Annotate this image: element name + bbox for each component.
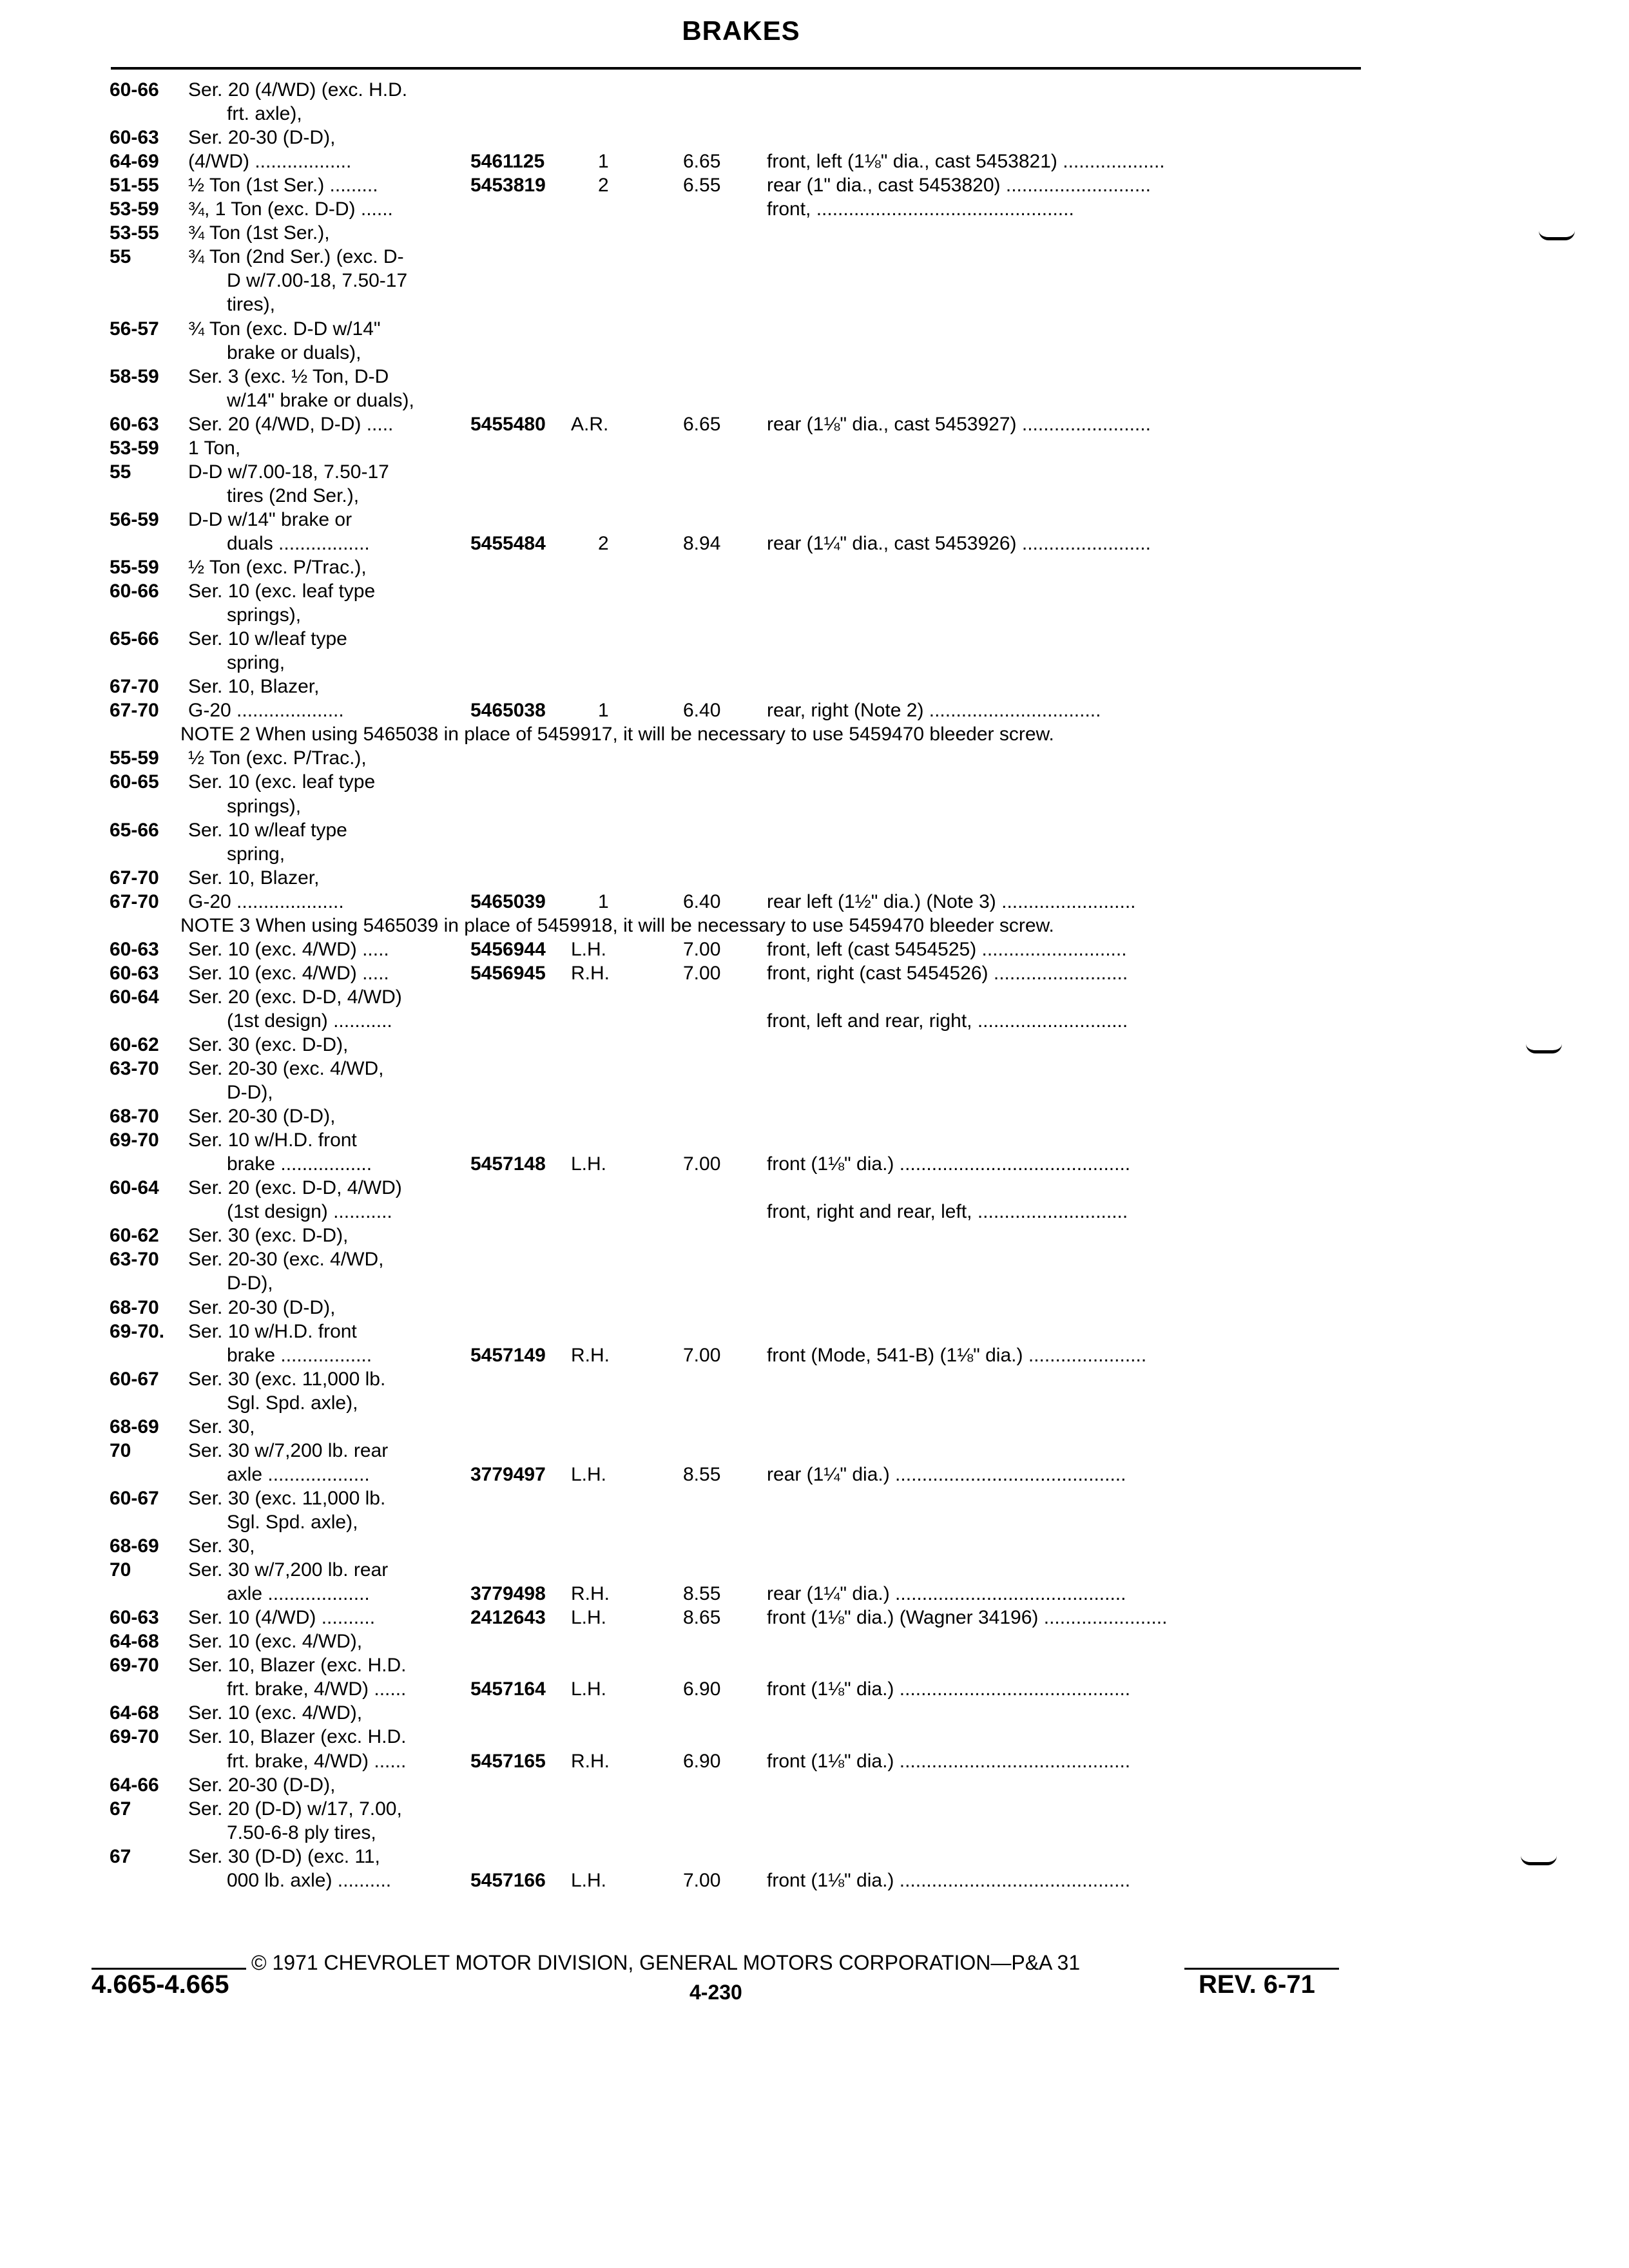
listing-row	[0, 318, 1629, 341]
part-number: 3779498	[470, 1583, 546, 1604]
application-text: ¾ Ton (2nd Ser.) (exc. D-	[188, 246, 404, 267]
model-years: 67-70	[110, 891, 159, 912]
model-years: 67	[110, 1846, 131, 1867]
listing-row	[0, 1057, 1629, 1081]
listing-row	[0, 867, 1629, 890]
model-years: 67-70	[110, 676, 159, 697]
description: rear, right (Note 2) ................................	[767, 700, 1101, 721]
note-text: NOTE 3 When using 5465039 in place of 5459918, it will be necessary to use 5459470 bleeder screw.	[180, 915, 1054, 936]
model-years: 56-59	[110, 509, 159, 530]
note-line	[0, 914, 1629, 937]
application-text: axle ...................	[227, 1464, 370, 1485]
application-text: Ser. 10 (exc. 4/WD) .....	[188, 939, 389, 960]
application-text: Ser. 10 (exc. 4/WD) .....	[188, 963, 389, 984]
application-text: D-D w/14" brake or	[188, 509, 352, 530]
listing-row	[0, 245, 1629, 269]
listing-row	[0, 437, 1629, 460]
application-text: spring,	[227, 843, 285, 865]
side-code: L.H.	[571, 939, 607, 960]
application-text: Ser. 20 (4/WD, D-D) .....	[188, 414, 394, 435]
description: front, left (cast 5454525) ...........................	[767, 939, 1127, 960]
model-years: 55-59	[110, 747, 159, 769]
model-years: 55	[110, 246, 131, 267]
price: 8.55	[683, 1464, 721, 1485]
model-years: 60-66	[110, 79, 159, 101]
description: front (1⅛" dia.) ...........................................	[767, 1870, 1131, 1891]
part-number: 5457166	[470, 1870, 546, 1891]
application-text: Ser. 30 (exc. D-D),	[188, 1034, 349, 1055]
listing-row	[0, 79, 1629, 102]
price: 6.65	[683, 151, 721, 172]
footer-rule-left	[92, 1968, 246, 1970]
description: rear (1¼" dia.) ...........................................	[767, 1464, 1126, 1485]
description: rear (1" dia., cast 5453820) ...........................	[767, 175, 1151, 196]
note-line	[0, 723, 1629, 746]
application-text: brake .................	[227, 1345, 372, 1366]
price: 7.00	[683, 1153, 721, 1175]
application-text: Ser. 20-30 (exc. 4/WD,	[188, 1249, 384, 1270]
listing-row	[0, 986, 1629, 1009]
application-text: G-20 ....................	[188, 700, 344, 721]
application-text: axle ...................	[227, 1583, 370, 1604]
listing-row	[0, 1439, 1629, 1463]
application-text: Ser. 20-30 (exc. 4/WD,	[188, 1058, 384, 1079]
application-text: ¾ Ton (exc. D-D w/14"	[188, 318, 381, 340]
listing-row	[0, 532, 1629, 555]
listing-row	[0, 413, 1629, 436]
description: front, left (1⅛" dia., cast 5453821) ...................	[767, 151, 1165, 172]
side-code: L.H.	[571, 1678, 607, 1700]
model-years: 55	[110, 461, 131, 483]
model-years: 65-66	[110, 628, 159, 649]
listing-row	[0, 699, 1629, 722]
application-text: brake .................	[227, 1153, 372, 1175]
price: 7.00	[683, 1870, 721, 1891]
application-text: Ser. 20-30 (D-D),	[188, 1297, 336, 1318]
part-number: 5465038	[470, 700, 546, 721]
listing-row	[0, 1296, 1629, 1320]
model-years: 69-70	[110, 1655, 159, 1676]
footer-rule-right	[1184, 1968, 1339, 1970]
application-text: Ser. 10 (exc. 4/WD),	[188, 1702, 363, 1724]
listing-row	[0, 580, 1629, 603]
quantity: 1	[598, 151, 609, 172]
listing-row	[0, 819, 1629, 842]
margin-mark	[1526, 1044, 1562, 1053]
price: 6.55	[683, 175, 721, 196]
model-years: 70	[110, 1440, 131, 1461]
model-years: 60-64	[110, 986, 159, 1008]
model-years: 69-70	[110, 1726, 159, 1747]
listing-row	[0, 1845, 1629, 1869]
description: rear left (1½" dia.) (Note 3) .........................	[767, 891, 1136, 912]
listing-row	[0, 1606, 1629, 1629]
application-text: w/14" brake or duals),	[227, 390, 414, 411]
margin-mark	[1539, 231, 1575, 240]
application-text: Ser. 30 (D-D) (exc. 11,	[188, 1846, 380, 1867]
listing-row	[0, 293, 1629, 316]
listing-row	[0, 1033, 1629, 1057]
application-text: Ser. 20 (4/WD) (exc. H.D.	[188, 79, 408, 101]
model-years: 70	[110, 1559, 131, 1581]
model-years: 64-68	[110, 1631, 159, 1652]
application-text: Ser. 20 (exc. D-D, 4/WD)	[188, 1177, 402, 1198]
model-years: 64-66	[110, 1774, 159, 1796]
margin-mark	[1521, 1856, 1557, 1865]
description: front, right (cast 5454526) .........................	[767, 963, 1128, 984]
model-years: 67-70	[110, 867, 159, 889]
side-code: A.R.	[571, 414, 609, 435]
listing-row	[0, 1487, 1629, 1510]
application-text: Ser. 10 w/leaf type	[188, 820, 347, 841]
description: front, left and rear, right, ............................	[767, 1010, 1128, 1032]
application-text: ½ Ton (exc. P/Trac.),	[188, 747, 367, 769]
application-text: brake or duals),	[227, 342, 361, 363]
listing-row	[0, 1153, 1629, 1176]
listing-row	[0, 1654, 1629, 1677]
application-text: ½ Ton (exc. P/Trac.),	[188, 557, 367, 578]
application-text: (1st design) ...........	[227, 1201, 392, 1222]
model-years: 58-59	[110, 366, 159, 387]
model-years: 60-67	[110, 1488, 159, 1509]
part-number: 5465039	[470, 891, 546, 912]
model-years: 64-69	[110, 151, 159, 172]
side-code: L.H.	[571, 1870, 607, 1891]
listing-row	[0, 1129, 1629, 1152]
listing-row	[0, 1630, 1629, 1653]
price: 6.90	[683, 1678, 721, 1700]
application-text: tires (2nd Ser.),	[227, 485, 360, 506]
part-number: 2412643	[470, 1607, 546, 1628]
quantity: 1	[598, 700, 609, 721]
listing-row	[0, 1344, 1629, 1367]
listing-row	[0, 198, 1629, 221]
model-years: 67-70	[110, 700, 159, 721]
part-number: 5457148	[470, 1153, 546, 1175]
description: front (1⅛" dia.) ...........................................	[767, 1751, 1131, 1772]
part-number: 5455484	[470, 533, 546, 554]
part-number: 5457165	[470, 1751, 546, 1772]
listing-row	[0, 150, 1629, 173]
price: 7.00	[683, 963, 721, 984]
model-years: 60-63	[110, 963, 159, 984]
part-number: 5457164	[470, 1678, 546, 1700]
model-years: 56-57	[110, 318, 159, 340]
application-text: Ser. 20-30 (D-D),	[188, 1774, 336, 1796]
side-code: R.H.	[571, 1345, 610, 1366]
listing-row	[0, 675, 1629, 698]
listing-row	[0, 1200, 1629, 1224]
side-code: L.H.	[571, 1153, 607, 1175]
description: rear (1⅛" dia., cast 5453927) ........................	[767, 414, 1151, 435]
listing-row	[0, 222, 1629, 245]
application-text: D-D),	[227, 1082, 273, 1103]
listing-row	[0, 102, 1629, 126]
application-text: 000 lb. axle) ..........	[227, 1870, 392, 1891]
model-years: 65-66	[110, 820, 159, 841]
model-years: 68-69	[110, 1535, 159, 1557]
listing-row	[0, 1105, 1629, 1128]
listing-row	[0, 795, 1629, 818]
application-text: 1 Ton,	[188, 437, 241, 459]
listing-row	[0, 1010, 1629, 1033]
listing-row	[0, 604, 1629, 627]
model-years: 69-70	[110, 1129, 159, 1151]
application-text: Ser. 10, Blazer (exc. H.D.	[188, 1655, 407, 1676]
application-text: Sgl. Spd. axle),	[227, 1512, 358, 1533]
model-years: 53-55	[110, 222, 159, 244]
model-years: 60-63	[110, 1607, 159, 1628]
listing-row	[0, 1272, 1629, 1295]
listing-row	[0, 938, 1629, 961]
price: 8.55	[683, 1583, 721, 1604]
application-text: D-D w/7.00-18, 7.50-17	[188, 461, 389, 483]
listing-row	[0, 1678, 1629, 1701]
listing-row	[0, 771, 1629, 794]
listing-row	[0, 1177, 1629, 1200]
model-years: 60-66	[110, 581, 159, 602]
application-text: springs),	[227, 796, 302, 817]
listing-row	[0, 1535, 1629, 1558]
listing-row	[0, 1511, 1629, 1534]
model-years: 68-70	[110, 1297, 159, 1318]
application-text: ¾ Ton (1st Ser.),	[188, 222, 330, 244]
listing-row	[0, 1463, 1629, 1486]
model-years: 60-64	[110, 1177, 159, 1198]
part-number: 5461125	[470, 151, 545, 172]
listing-row	[0, 1248, 1629, 1271]
description: front (1⅛" dia.) ...........................................	[767, 1678, 1131, 1700]
side-code: R.H.	[571, 963, 610, 984]
description: rear (1¼" dia.) ...........................................	[767, 1583, 1126, 1604]
application-text: Ser. 10 w/H.D. front	[188, 1321, 357, 1342]
listing-row	[0, 1416, 1629, 1439]
application-text: Ser. 20-30 (D-D),	[188, 127, 336, 148]
listing-row	[0, 126, 1629, 149]
application-text: Ser. 10, Blazer (exc. H.D.	[188, 1726, 407, 1747]
listing-row	[0, 174, 1629, 197]
application-text: Ser. 30 (exc. 11,000 lb.	[188, 1488, 386, 1509]
listing-row	[0, 1725, 1629, 1749]
description: front (Mode, 541-B) (1⅛" dia.) ......................	[767, 1345, 1147, 1366]
listing-row	[0, 1750, 1629, 1773]
price: 8.65	[683, 1607, 721, 1628]
application-text: frt. brake, 4/WD) ......	[227, 1751, 407, 1772]
application-text: Ser. 20 (exc. D-D, 4/WD)	[188, 986, 402, 1008]
application-text: Ser. 30 w/7,200 lb. rear	[188, 1440, 389, 1461]
price: 7.00	[683, 1345, 721, 1366]
listing-row	[0, 461, 1629, 484]
model-years: 69-70.	[110, 1321, 165, 1342]
page-number: 4-230	[689, 1981, 742, 2004]
listing-row	[0, 890, 1629, 914]
listing-row	[0, 269, 1629, 293]
listing-row	[0, 1224, 1629, 1247]
application-text: Ser. 10 (4/WD) ..........	[188, 1607, 376, 1628]
application-text: Ser. 20-30 (D-D),	[188, 1106, 336, 1127]
application-text: (4/WD) ..................	[188, 151, 352, 172]
price: 6.40	[683, 891, 721, 912]
price: 6.40	[683, 700, 721, 721]
model-years: 60-62	[110, 1225, 159, 1246]
application-text: duals .................	[227, 533, 370, 554]
model-years: 55-59	[110, 557, 159, 578]
listing-row	[0, 365, 1629, 389]
part-number: 5457149	[470, 1345, 546, 1366]
part-number: 5455480	[470, 414, 546, 435]
model-years: 60-63	[110, 127, 159, 148]
listing-row	[0, 1869, 1629, 1892]
listing-row	[0, 1798, 1629, 1821]
part-number: 5456944	[470, 939, 546, 960]
page-title: BRAKES	[682, 15, 800, 46]
application-text: Ser. 10, Blazer,	[188, 676, 320, 697]
application-text: (1st design) ...........	[227, 1010, 392, 1032]
application-text: D w/7.00-18, 7.50-17	[227, 270, 408, 291]
listing-row	[0, 1774, 1629, 1797]
description: rear (1¼" dia., cast 5453926) ........................	[767, 533, 1151, 554]
quantity: 2	[598, 175, 609, 196]
model-years: 53-59	[110, 437, 159, 459]
application-text: Ser. 10 w/leaf type	[188, 628, 347, 649]
listing-row	[0, 628, 1629, 651]
application-text: Ser. 30,	[188, 1416, 255, 1437]
model-years: 67	[110, 1798, 131, 1820]
price: 6.65	[683, 414, 721, 435]
application-text: tires),	[227, 294, 275, 315]
listing-row	[0, 747, 1629, 770]
model-years: 63-70	[110, 1058, 159, 1079]
application-text: Sgl. Spd. axle),	[227, 1392, 358, 1414]
model-years: 51-55	[110, 175, 159, 196]
description: front, ................................................	[767, 198, 1074, 220]
model-years: 68-69	[110, 1416, 159, 1437]
model-years: 60-63	[110, 414, 159, 435]
listing-row	[0, 1582, 1629, 1606]
application-text: Ser. 30 (exc. 11,000 lb.	[188, 1369, 386, 1390]
model-years: 60-67	[110, 1369, 159, 1390]
listing-row	[0, 341, 1629, 365]
model-years: 60-65	[110, 771, 159, 793]
application-text: springs),	[227, 604, 302, 626]
listing-row	[0, 1559, 1629, 1582]
application-text: Ser. 10 (exc. leaf type	[188, 771, 376, 793]
model-years: 60-62	[110, 1034, 159, 1055]
description: front, right and rear, left, ............................	[767, 1201, 1128, 1222]
price: 8.94	[683, 533, 721, 554]
application-text: Ser. 10 w/H.D. front	[188, 1129, 357, 1151]
description: front (1⅛" dia.) ...........................................	[767, 1153, 1131, 1175]
application-text: Ser. 10, Blazer,	[188, 867, 320, 889]
listing-row	[0, 962, 1629, 985]
note-text: NOTE 2 When using 5465038 in place of 5459917, it will be necessary to use 5459470 bleeder screw.	[180, 724, 1054, 745]
side-code: R.H.	[571, 1751, 610, 1772]
part-number: 5453819	[470, 175, 546, 196]
description: front (1⅛" dia.) (Wagner 34196) .......................	[767, 1607, 1168, 1628]
model-years: 60-63	[110, 939, 159, 960]
application-text: Ser. 10 (exc. 4/WD),	[188, 1631, 363, 1652]
listing-row	[0, 556, 1629, 579]
application-text: frt. axle),	[227, 103, 302, 124]
application-text: G-20 ....................	[188, 891, 344, 912]
application-text: ½ Ton (1st Ser.) .........	[188, 175, 378, 196]
application-text: Ser. 30 w/7,200 lb. rear	[188, 1559, 389, 1581]
part-number: 3779497	[470, 1464, 546, 1485]
listing-row	[0, 1821, 1629, 1845]
price: 7.00	[683, 939, 721, 960]
listing-row	[0, 508, 1629, 532]
application-text: Ser. 30 (exc. D-D),	[188, 1225, 349, 1246]
side-code: L.H.	[571, 1464, 607, 1485]
model-years: 64-68	[110, 1702, 159, 1724]
application-text: D-D),	[227, 1273, 273, 1294]
application-text: 7.50-6-8 ply tires,	[227, 1822, 376, 1843]
side-code: L.H.	[571, 1607, 607, 1628]
revision-label: REV. 6-71	[1199, 1970, 1315, 1999]
listing-row	[0, 1081, 1629, 1104]
application-text: Ser. 10 (exc. leaf type	[188, 581, 376, 602]
listing-row	[0, 651, 1629, 675]
part-number: 5456945	[470, 963, 546, 984]
side-code: R.H.	[571, 1583, 610, 1604]
application-text: Ser. 30,	[188, 1535, 255, 1557]
listing-row	[0, 389, 1629, 412]
quantity: 2	[598, 533, 609, 554]
model-years: 53-59	[110, 198, 159, 220]
application-text: Ser. 20 (D-D) w/17, 7.00,	[188, 1798, 402, 1820]
application-text: ¾, 1 Ton (exc. D-D) ......	[188, 198, 393, 220]
application-text: spring,	[227, 652, 285, 673]
listing-row	[0, 1320, 1629, 1343]
listing-row	[0, 1392, 1629, 1415]
model-years: 63-70	[110, 1249, 159, 1270]
application-text: Ser. 3 (exc. ½ Ton, D-D	[188, 366, 389, 387]
footer-copyright: © 1971 CHEVROLET MOTOR DIVISION, GENERAL MOTORS CORPORATION—P&A 31	[251, 1951, 1081, 1974]
listing-row	[0, 1702, 1629, 1725]
listing-row	[0, 485, 1629, 508]
price: 6.90	[683, 1751, 721, 1772]
quantity: 1	[598, 891, 609, 912]
model-years: 68-70	[110, 1106, 159, 1127]
listing-row	[0, 843, 1629, 866]
application-text: frt. brake, 4/WD) ......	[227, 1678, 407, 1700]
header-rule	[111, 67, 1361, 70]
listing-row	[0, 1368, 1629, 1391]
footer-code: 4.665-4.665	[92, 1970, 229, 1999]
